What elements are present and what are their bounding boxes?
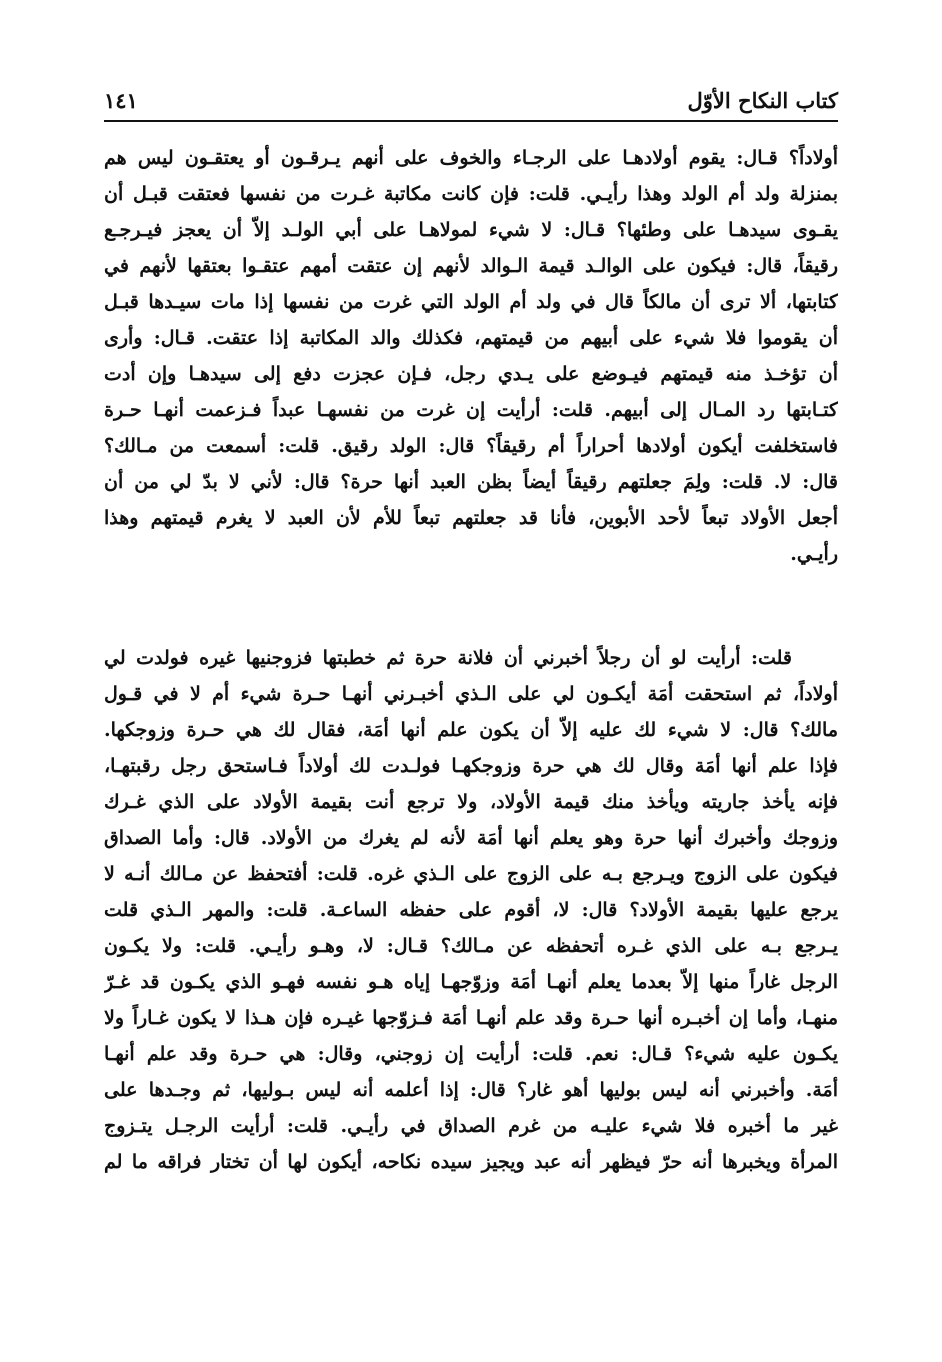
text-line: قال: لا. قلت: ولِمَ جعلتهم رقيقاً أيضاً بظن العبد أنها حرة؟ قال: لأني لا بدّ لي من أن <box>104 471 838 493</box>
text-line: المرأة ويخبرها أنه حرّ فيظهر أنه عبد ويجيز سيده نكاحه، أيكون لها أن تختار فراقه ما لم <box>104 1151 838 1173</box>
text-line: كتابتها، ألا ترى أن مالكاً قال في ولد أم الولد التي غرت من نفسها إذا مات سيـدها قبـل <box>104 291 838 313</box>
paragraph-2 <box>104 640 838 1180</box>
text-line: فإنه يأخذ جاريته ويأخذ منك قيمة الأولاد، ولا ترجع أنت بقيمة الأولاد على الذي غـرك <box>104 791 838 813</box>
text-line: فاستخلفت أيكون أولادها أحراراً أم رقيقاً؟ قال: الولد رقيق. قلت: أسمعت من مـالك؟ <box>104 435 838 457</box>
text-line: يقـوى سيدهـا على وطئها؟ قـال: لا شيء لمولاهـا على أبي الولـد إلاّ أن يعجز فيـرجـع <box>104 219 838 241</box>
text-line: أن يقوموا فلا شيء على أبيهم من قيمتهم، فكذلك والد المكاتبة إذا عتقت. قـال: وأرى <box>104 327 838 349</box>
text-line: يرجع عليها بقيمة الأولاد؟ قال: لا، أقوم على حفظه الساعـة. قلت: والمهر الـذي قلت <box>104 899 838 921</box>
text-line: أمَة. وأخبرني أنه ليس بوليها أهو غار؟ قال: إذا أعلمه أنه ليس بـوليها، ثم وجـدها على <box>104 1079 838 1101</box>
text-line: أولاداً، ثم استحقت أمَة أيكـون لي على الـذي أخبـرني أنهـا حـرة شيء أم لا في قـول <box>104 683 838 705</box>
paragraph-1 <box>104 140 838 572</box>
page-number: ١٤١ <box>104 88 138 113</box>
text-line: منهـا، وأما إن أخبـره أنها حـرة وقد علم أنهـا أمَة فـزوّجها غيـره فإن هـذا لا يكون غـاراً ولا <box>104 1007 838 1029</box>
text-line: بمنزلة ولد أم الولد وهذا رأيـي. قلت: فإن كانت مكاتبة غـرت من نفسها فعتقت قبـل أن <box>104 183 838 205</box>
text-line: أولاداً؟ قـال: يقوم أولادهـا على الرجـاء والخوف على أنهم يـرقـون أو يعتقـون ليس هم <box>104 147 838 169</box>
text-line: أن تؤخـذ منه قيمتهم فيـوضع على يـدي رجل، فـإن عجزت دفع إلى سيدهـا وإن أدت <box>104 363 838 385</box>
text-line: قلت: أرأيت لو أن رجلاً أخبرني أن فلانة حرة ثم خطبتها فزوجنيها غيره فولدت لي <box>104 647 792 669</box>
running-title: كتاب النكاح الأوّل <box>687 88 838 113</box>
text-line: غير ما أخبره فلا شيء عليـه من غرم الصداق في رأيـي. قلت: أرأيت الرجـل يتـزوج <box>104 1115 838 1137</box>
text-line: فإذا علم أنها أمَة وقال لك هي حرة وزوجكهـا فولـدت لك أولاداً فـاستحق رجل رقبتهـا، <box>104 755 838 777</box>
text-line: أجعل الأولاد تبعاً لأحد الأبوين، فأنا قد جعلتهم تبعاً للأم لأن العبد لا يغرم قيمتهم وهذا <box>104 507 838 529</box>
header-rule <box>104 120 838 122</box>
text-line: يـرجع بـه على الذي غـره أتحفظه عن مـالك؟ قـال: لا، وهـو رأيـي. قلت: ولا يكـون <box>104 935 838 957</box>
text-line: فيكون على الزوج ويـرجع بـه على الزوج على الـذي غره. قلت: أفتحفظ عن مـالك أنـه لا <box>104 863 838 885</box>
text-line: يكـون عليه شيء؟ قـال: نعم. قلت: أرأيت إن زوجني، وقال: هي حـرة وقد علم أنهـا <box>104 1043 838 1065</box>
text-line: وزوجك وأخبرك أنها حرة وهو يعلم أنها أمَة لأنه لم يغرك من الأولاد. قال: وأما الصداق <box>104 827 838 849</box>
text-line: الرجل غاراً منها إلاّ بعدما يعلم أنهـا أمَة وزوّجهـا إياه هـو نفسه فهـو الذي يكـون قد غـرّ <box>104 971 838 993</box>
text-line: رقيقاً، قال: فيكون على الوالـد قيمة الـوالد لأنهم إن عتقت أمهم عتقـوا بعتقها لأنهم في <box>104 255 838 277</box>
text-line: مالك؟ قال: لا شيء لك عليه إلاّ أن يكون علم أنها أمَة، فقال لك هي حـرة وزوجكها. <box>104 719 838 741</box>
text-line: كتـابتها رد المـال إلى أبيهم. قلت: أرأيت إن غرت من نفسهـا عبداً فـزعمت أنهـا حـرة <box>104 399 838 421</box>
text-line: رأيـي. <box>790 543 838 565</box>
running-head <box>104 86 838 122</box>
